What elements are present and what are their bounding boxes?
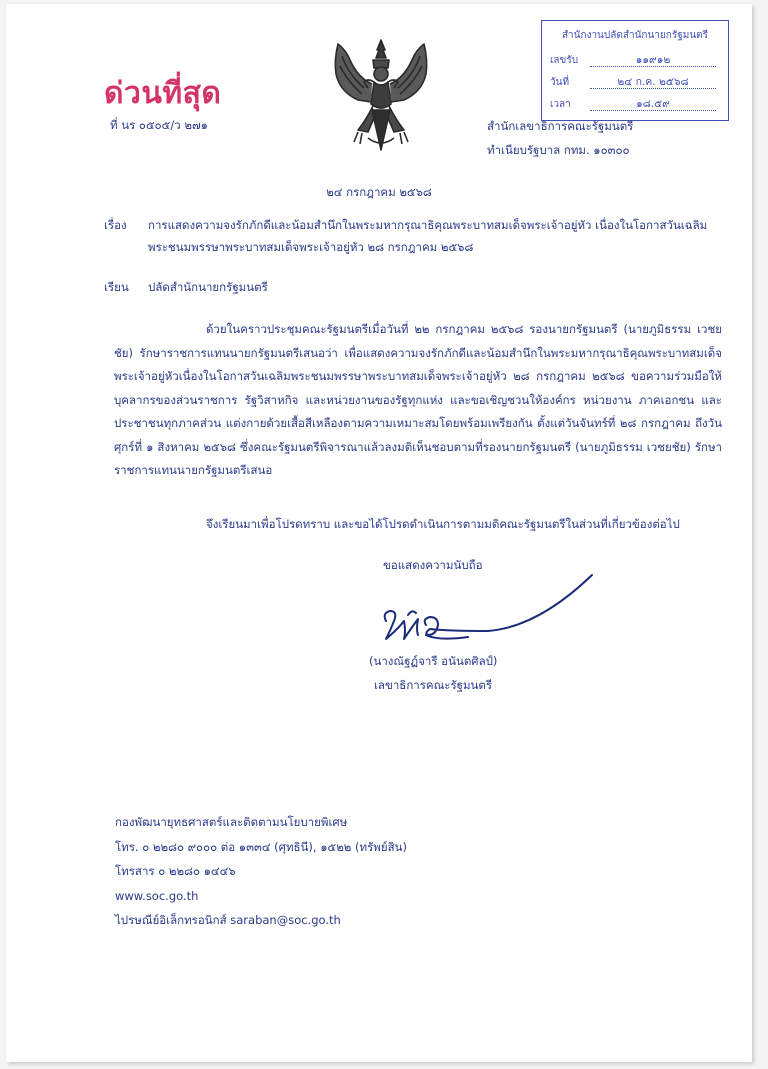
office-address: ทำเนียบรัฐบาล กทม. ๑๐๓๐๐ xyxy=(487,143,630,157)
letter-date: ๒๔ กรกฎาคม ๒๕๖๘ xyxy=(326,185,432,199)
footer-fax: โทรสาร ๐ ๒๒๘๐ ๑๔๔๖ xyxy=(115,864,236,878)
garuda-emblem-icon xyxy=(328,38,434,156)
signer-position: เลขาธิการคณะรัฐมนตรี xyxy=(374,678,493,692)
stamp-label: เลขรับ xyxy=(550,55,579,66)
subject-text: การแสดงความจงรักภักดีและน้อมสำนึกในพระมหากรุณาธิคุณพระบาทสมเด็จพระเจ้าอยู่หัว เนื่องในโอกาสวันเฉลิมพระชนมพรรษาพระบาทสมเด็จพระเจ้าอยู่หัว ๒๘ กรกฎาคม ๒๕๖๘ xyxy=(148,218,708,254)
letter-body: ด้วยในคราวประชุมคณะรัฐมนตรีเมื่อวันที่ ๒๒ กรกฎาคม ๒๕๖๘ รองนายกรัฐมนตรี (นายภูมิธรรม เวชยชัย) รักษาราชการแทนนายกรัฐมนตรีเสนอว่า เพื่อแสดงความจงรักภักดีและน้อมสำนึกในพระมหากรุณาธิคุณพระบาทสมเด็จพระเจ้าอยู่หัวเนื่องในโอกาสวันเฉลิมพระชนมพรรษาพระบาทสมเด็จพระเจ้าอยู่หัว ๒๘ กรกฎาคม ๒๕๖๘ ขอความร่วมมือให้บุคลากรของส่วนราชการ รัฐวิสาหกิจ และหน่วยงานของรัฐทุกแห่ง และขอเชิญชวนให้องค์กร หน่วยงาน ภาคเอกชน และประชาชนทุกภาคส่วน แต่งกายด้วยเสื้อสีเหลืองตามความเหมาะสมโดยพร้อมเพรียงกัน ตั้งแต่วันจันทร์ที่ ๒๘ กรกฎาคม ถึงวันศุกร์ที่ ๑ สิงหาคม ๒๕๖๘ ซึ่งคณะรัฐมนตรีพิจารณาแล้วลงมติเห็นชอบตามที่รองนายกรัฐมนตรี (นายภูมิธรรม เวชยชัย) รักษาราชการแทนนายกรัฐมนตรีเสนอ xyxy=(114,322,722,477)
stamp-row-time xyxy=(550,95,720,113)
footer-department: กองพัฒนายุทธศาสตร์และติดตามนโยบายพิเศษ xyxy=(115,815,348,829)
stamp-value: ๑๑๙๑๒ xyxy=(590,51,716,67)
signer-name: (นางณัฐฏ์จารี อนันตศิลป์) xyxy=(369,654,498,668)
urgency-label: ด่วนที่สุด xyxy=(104,76,222,111)
stamp-row-number xyxy=(550,51,720,69)
stamp-row-date xyxy=(550,73,720,91)
subject-label: เรื่อง xyxy=(104,218,127,232)
footer-phone: โทร. ๐ ๒๒๘๐ ๙๐๐๐ ต่อ ๑๓๓๔ (ศุทธินี), ๑๕๒๒ (ทรัพย์สิน) xyxy=(115,839,407,854)
stamp-title: สำนักงานปลัดสำนักนายกรัฐมนตรี xyxy=(561,30,709,41)
signature-icon xyxy=(378,569,602,651)
recipient-label: เรียน xyxy=(104,280,129,294)
recipient-text: ปลัดสำนักนายกรัฐมนตรี xyxy=(148,280,268,294)
stamp-value: ๑๘.๕๙ xyxy=(590,95,716,111)
reference-number: ที่ นร ๐๕๐๕/ว ๒๗๑ xyxy=(110,118,208,132)
stamp-label: เวลา xyxy=(550,99,571,110)
receipt-stamp xyxy=(541,20,729,121)
stamp-label: วันที่ xyxy=(550,77,570,88)
closing-sentence: จึงเรียนมาเพื่อโปรดทราบ และขอได้โปรดดำเนินการตามมติคณะรัฐมนตรีในส่วนที่เกี่ยวข้องต่อไป xyxy=(206,517,680,531)
complimentary-close: ขอแสดงความนับถือ xyxy=(383,558,483,572)
office-name: สำนักเลขาธิการคณะรัฐมนตรี xyxy=(487,119,634,133)
contact-footer xyxy=(115,810,407,933)
footer-website: www.soc.go.th xyxy=(115,888,199,903)
stamp-value: ๒๔ ก.ค. ๒๕๖๘ xyxy=(590,73,716,89)
footer-email: ไปรษณีย์อิเล็กทรอนิกส์ saraban@soc.go.th xyxy=(115,913,341,927)
letter-page xyxy=(6,4,752,1062)
